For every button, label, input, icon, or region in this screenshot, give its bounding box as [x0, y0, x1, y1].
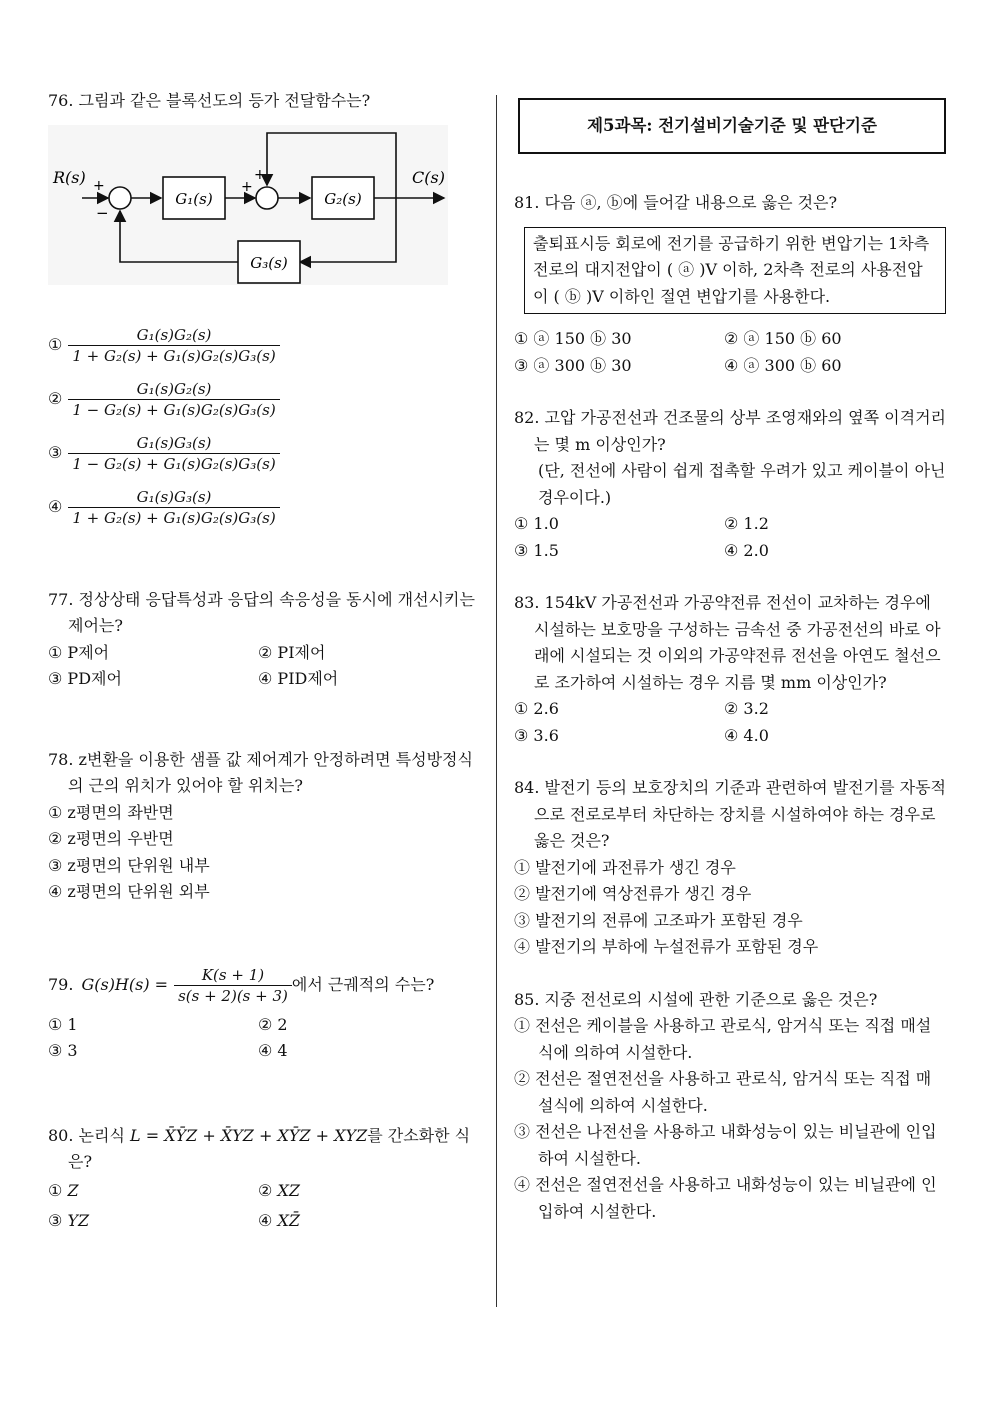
question-84-text: 84. 발전기 등의 보호장치의 기준과 관련하여 발전기를 자동적으로 전로로부터 차단하는 장치를 시설하여야 하는 경우로 옳은 것은? — [514, 778, 946, 850]
question-77 — [48, 587, 480, 693]
question-80-text: 80. 논리식 L = X̄ȲZ + X̄YZ + XȲZ + XYZ를 간소화한 식은? — [48, 1125, 471, 1171]
question-84 — [514, 775, 946, 961]
sign-plus-2b: + — [254, 166, 266, 183]
option-85-3[interactable]: ③ 전선은 나전선을 사용하고 내화성능이 있는 비닐관에 인입하여 시설한다. — [514, 1122, 937, 1168]
question-81-passage: 출퇴표시등 회로에 전기를 공급하기 위한 변압기는 1차측 전로의 대지전압이 ( ⓐ )V 이하, 2차측 전로의 사용전압이 ( ⓑ )V 이하인 절연 변압기를 사용한다. — [524, 227, 946, 315]
option-85-2[interactable]: ② 전선은 절연전선을 사용하고 관로식, 암거식 또는 직접 매설식에 의하여 시설한다. — [514, 1069, 932, 1115]
option-84-2[interactable]: ② 발전기에 역상전류가 생긴 경우 — [514, 884, 752, 903]
sign-plus-2a: + — [241, 178, 253, 195]
question-85-text: 85. 지중 전선로의 시설에 관한 기준으로 옳은 것은? — [514, 989, 878, 1009]
option-83-3[interactable]: ③ 3.6 — [514, 725, 559, 745]
option-78-1[interactable]: ① z평면의 좌반면 — [48, 802, 174, 822]
option-81-4[interactable]: ④ ⓐ 300 ⓑ 60 — [724, 355, 842, 375]
right-column — [514, 88, 946, 1225]
option-78-4[interactable]: ④ z평면의 단위원 외부 — [48, 882, 210, 901]
question-76-options — [48, 319, 480, 535]
summing-junction-2 — [256, 187, 278, 209]
option-83-2[interactable]: ② 3.2 — [724, 699, 769, 718]
option-82-2[interactable]: ② 1.2 — [724, 514, 769, 533]
option-81-2[interactable]: ② ⓐ 150 ⓑ 60 — [724, 329, 842, 348]
question-83-text: 83. 154kV 가공전선과 가공약전류 전선이 교차하는 경우에 시설하는 보호망을 구성하는 금속선 중 가공전선의 바로 아래에 시설되는 것 이외의 가공약전류 전선을 아연도 철선으로 조가하여 시설하는 경우 지름 몇 mm 이상인가? — [514, 593, 941, 692]
option-78-2[interactable]: ② z평면의 우반면 — [48, 829, 174, 848]
option-79-4[interactable]: ④ 4 — [258, 1041, 288, 1060]
option-77-2[interactable]: ② PI제어 — [258, 642, 326, 662]
question-76-text: 76. 그림과 같은 블록선도의 등가 전달함수는? — [48, 91, 371, 110]
question-82-text: 82. 고압 가공전선과 건조물의 상부 조영재와의 옆쪽 이격거리는 몇 m 이상인가? — [514, 408, 946, 454]
option-79-2[interactable]: ② 2 — [258, 1014, 288, 1034]
option-79-3[interactable]: ③ 3 — [48, 1041, 78, 1060]
column-divider — [496, 95, 497, 1307]
option-81-1[interactable]: ① ⓐ 150 ⓑ 30 — [514, 329, 632, 348]
section-title: 제5과목: 전기설비기술기준 및 판단기준 — [518, 98, 946, 154]
option-76-3[interactable]: ③ $\frac{\text{G₁(s)G₃(s)}}{\text{1 − G₂(s) + G₁(s)G₂(s)G₃(s)}}$ — [48, 427, 480, 481]
option-76-1[interactable]: ① $\frac{\text{G₁(s)G₂(s)}}{\text{1 + G₂(s) + G₁(s)G₂(s)G₃(s)}}$ — [48, 319, 480, 373]
question-78 — [48, 747, 480, 906]
option-82-3[interactable]: ③ 1.5 — [514, 540, 559, 560]
question-78-text: 78. z변환을 이용한 샘플 값 제어계가 안정하려면 특성방정식의 근의 위치가 있어야 할 위치는? — [48, 749, 473, 795]
option-77-4[interactable]: ④ PID제어 — [258, 669, 339, 688]
sign-minus-1: − — [96, 203, 109, 222]
option-85-1[interactable]: ① 전선은 케이블을 사용하고 관로식, 암거식 또는 직접 매설식에 의하여 시설한다. — [514, 1016, 932, 1062]
option-84-1[interactable]: ① 발전기에 과전류가 생긴 경우 — [514, 857, 736, 877]
option-76-2[interactable]: ② $\frac{\text{G₁(s)G₂(s)}}{\text{1 − G₂(s) + G₁(s)G₂(s)G₃(s)}}$ — [48, 373, 480, 427]
block-G1-label: G₁(s) — [175, 189, 213, 208]
left-column — [48, 88, 480, 1236]
question-80 — [48, 1123, 480, 1236]
block-G2-label: G₂(s) — [324, 189, 362, 208]
option-83-4[interactable]: ④ 4.0 — [724, 725, 769, 745]
summing-junction-1 — [109, 187, 131, 209]
question-76 — [48, 88, 480, 535]
question-79 — [48, 964, 480, 1065]
label-C: C(s) — [412, 167, 445, 187]
label-R: R(s) — [53, 167, 86, 187]
option-77-1[interactable]: ① P제어 — [48, 642, 110, 662]
option-80-2[interactable]: ② XZ — [258, 1180, 300, 1200]
question-81 — [514, 190, 946, 379]
option-84-4[interactable]: ④ 발전기의 부하에 누설전류가 포함된 경우 — [514, 937, 819, 956]
question-82 — [514, 405, 946, 564]
option-76-4[interactable]: ④ $\frac{\text{G₁(s)G₃(s)}}{\text{1 + G₂(s) + G₁(s)G₂(s)G₃(s)}}$ — [48, 481, 480, 535]
option-79-1[interactable]: ① 1 — [48, 1014, 78, 1034]
option-80-1[interactable]: ① Z — [48, 1180, 79, 1200]
block-diagram — [48, 125, 448, 285]
question-79-text: 79. G(s)H(s) = $\frac{K(s + 1)}{s(s + 2)(s + 3)}$ 에서 근궤적의 수는? — [48, 966, 435, 1005]
option-78-3[interactable]: ③ z평면의 단위원 내부 — [48, 855, 210, 875]
block-G3-label: G₃(s) — [250, 253, 288, 272]
option-77-3[interactable]: ③ PD제어 — [48, 669, 122, 688]
question-77-text: 77. 정상상태 응답특성과 응답의 속응성을 동시에 개선시키는 제어는? — [48, 589, 475, 635]
sign-plus-1: + — [93, 177, 105, 194]
option-84-3[interactable]: ③ 발전기의 전류에 고조파가 포함된 경우 — [514, 910, 803, 930]
option-81-3[interactable]: ③ ⓐ 300 ⓑ 30 — [514, 355, 632, 375]
question-81-text: 81. 다음 ⓐ, ⓑ에 들어갈 내용으로 옳은 것은? — [514, 193, 838, 212]
option-80-3[interactable]: ③ YZ — [48, 1210, 90, 1230]
option-82-1[interactable]: ① 1.0 — [514, 514, 559, 533]
option-80-4[interactable]: ④ XZ̄ — [258, 1210, 300, 1230]
option-82-4[interactable]: ④ 2.0 — [724, 540, 769, 560]
option-83-1[interactable]: ① 2.6 — [514, 699, 559, 718]
option-85-4[interactable]: ④ 전선은 절연전선을 사용하고 내화성능이 있는 비닐관에 인입하여 시설한다. — [514, 1175, 937, 1221]
question-82-note: (단, 전선에 사람이 쉽게 접촉할 우려가 있고 케이블이 아닌 경우이다.) — [538, 461, 946, 507]
question-85 — [514, 987, 946, 1226]
question-83 — [514, 590, 946, 749]
